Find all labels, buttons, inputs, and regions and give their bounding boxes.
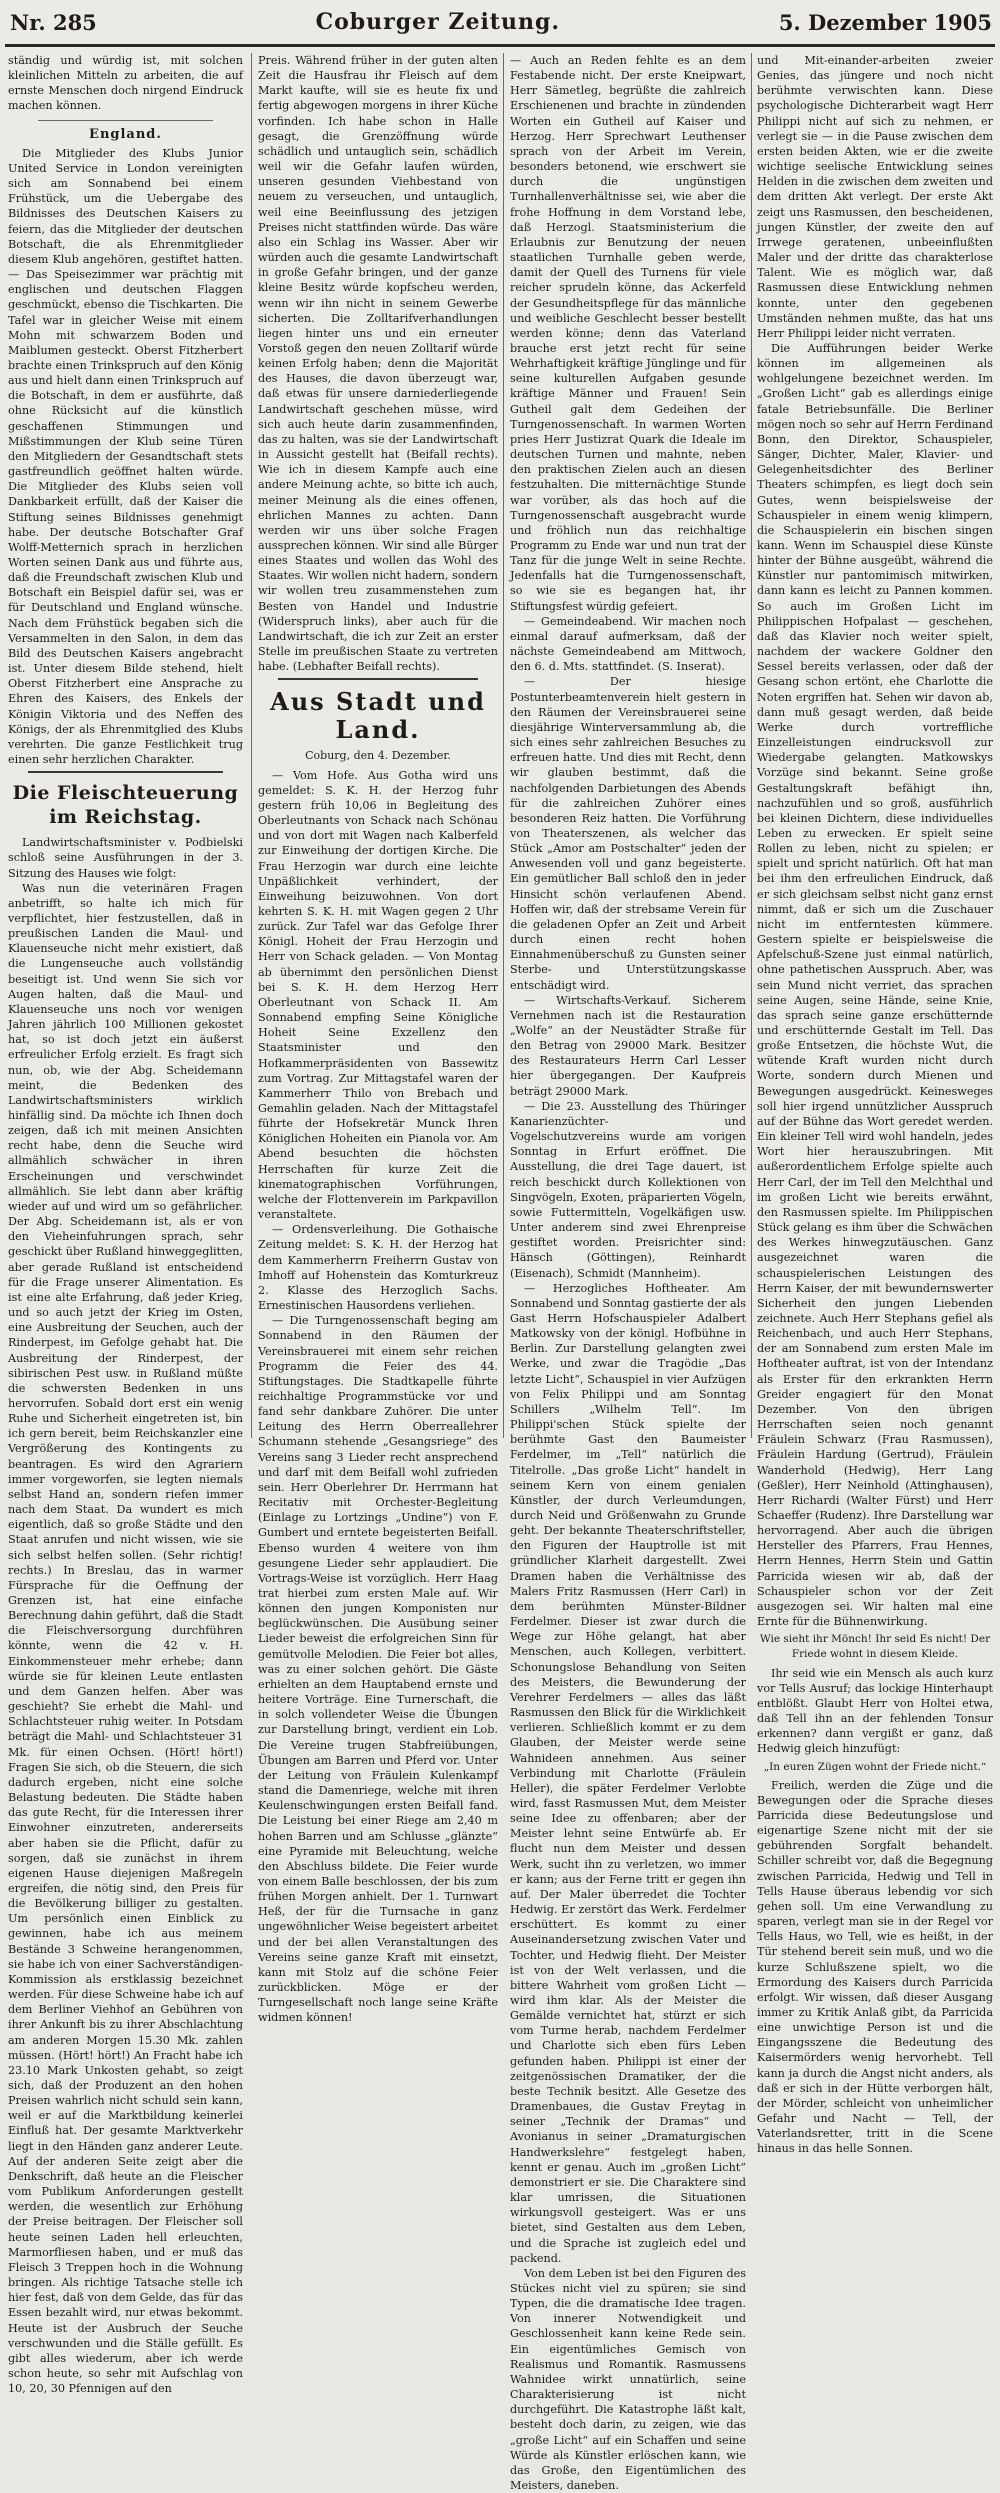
article-paragraph: — Der hiesige Postunterbeamtenverein hielt gestern in den Räumen der Vereinsbrauerei seine diesjährige Winterversammlung ab, die sich eines sehr zahlreichen Besuches zu erfreuen hatte. Und dies mit Recht, denn wir glauben bestimmt, daß die nachfolgenden Darbietungen des Abends für die zahlreichen Zuhörer eines besonderen Reiz hatten. Die Vorführung von Theaterszenen, als welcher das Stück „Amor am Postschalter“ jeden der Anwesenden voll und ganz begeisterte. Ein gemütlicher Ball schloß den in jeder Hinsicht schön verlaufenen Abend. Hoffen wir, daß der strebsame Verein für die geladenen Opfer an Zeit und Arbeit durch einen recht hohen Einnahmenüberschuß zu Gunsten seiner Sterbe- und Unterstützungskasse entschädigt wird. xyxy=(510,675,746,992)
article-paragraph: Landwirtschaftsminister v. Podbielski schloß seine Ausführungen in der 3. Sitzung des Hauses wie folgt: xyxy=(8,836,243,880)
article-paragraph: — Wirtschafts-Verkauf. Sicherem Vernehmen nach ist die Restauration „Wolfe“ an der Neustädter Straße für den Betrag von 29000 Mark. Besitzer des Restaurateurs Herrn Carl Lesser hier übergegangen. Der Kaufpreis beträgt 29000 Mark. xyxy=(510,993,746,1098)
article-paragraph: — Herzogliches Hoftheater. Am Sonnabend und Sonntag gastierte der als Gast Herrn Hofschauspieler Adalbert Matkowsky von der königl. Hofbühne in Berlin. Zur Darstellung gelangten zwei Werke, und zwar die Tragödie „Das letzte Licht“, Schauspiel in vier Aufzügen von Felix Philippi und am Sonntag Schillers „Wilhelm Tell“. Im Philippi'schen Stück spielte der berühmte Gast den Baumeister Ferdelmer, im „Tell“ natürlich die Titelrolle. „Das große Licht“ handelt in seinem Kern von einem genialen Künstler, der durch Verleumdungen, durch Neid und Größenwahn zu Grunde geht. Der bekannte Theaterschriftsteller, den Figuren der Hauptrolle ist mit gründlicher Klarheit dargestellt. Zwei Dramen haben die Verhältnisse des Malers Fritz Rasmussen (Herr Carl) in dem berühmten Münster-Bildner Ferdelmer. Dieser ist zwar durch die Wege zur Höhe gelangt, hat aber Menschen, auch Kollegen, verbittert. Schonungslose Behandlung von Seiten des Meisters, die Bewunderung der Verehrer Ferdelmers — alles das läßt Rasmussen den Blick für die Wirklichkeit verlieren. Schließlich kommt er zu dem Glauben, der Meister werde seine Wahnideen annehmen. Aus seiner Verbindung mit Charlotte (Fräulein Heller), die später Ferdelmer Verlobte wird, fasst Rasmussen Mut, dem Meister seine Idee zu offenbaren; aber der Meister lehnt seine Entwürfe ab. Er flucht nun dem Meister und dessen Werk, sucht ihn zu verletzen, wo immer er kann; aus der Ferne tritt er gegen ihn auf. Der Maler überredet die Tochter Hedwig. Er zerstört das Werk. Ferdelmer erschüttert. Es kommt zu einer Auseinandersetzung zwischen Vater und Tochter, und Hedwig flieht. Der Meister ist von der Welt verlassen, und die bittere Wahrheit vom großen Licht — wird ihm klar. Als der Meister die Gemälde vernichtet hat, stürzt er sich vom Turme herab, nachdem Ferdelmer und Charlotte sich eben fürs Leben gefunden haben. Philippi ist einer der zeitgenössischen Dramatiker, der die beste Technik besitzt. Alle Gesetze des Dramenbaues, die Gustav Freytag in seiner „Technik der Dramas“ und Avonianus in seiner „Dramaturgischen Handwerkslehre“ festgelegt haben, kennt er genau. Auch im „großen Licht“ demonstriert er sie. Die Charaktere sind klar umrissen, die Situationen wirkungsvoll gesteigert. Was er uns bietet, sind Gestalten aus dem Leben, und die Sprache ist zugleich edel und packend. xyxy=(510,1281,746,2265)
article-paragraph: Von dem Leben ist bei den Figuren des Stückes nicht viel zu spüren; sie sind Typen, die die dramatische Idee tragen. Von innerer Notwendigkeit und Geschlossenheit kann keine Rede sein. Ein eigentümliches Gemisch von Realismus und Romantik. Rasmussens Wahnidee wirkt unnatürlich, seine Charakterisierung ist nicht durchgeführt. Die Katastrophe läßt kalt, besteht doch darin, zu zeigen, wie das „große Licht“ auf ein Schaffen und seine Würde als Künstler erlöschen kann, wie das Große, den Eigentümlichen des Meisters, daneben. xyxy=(510,2266,746,2492)
article-paragraph: — Die Turngenossenschaft beging am Sonnabend in den Räumen der Vereinsbrauerei mit einem sehr reichen Programm die Feier des 44. Stiftungstages. Die Stadtkapelle führte reichhaltige Programmstücke vor und fand sehr dankbare Zuhörer. Die unter Leitung des Herrn Oberreallehrer Schumann stehende „Gesangsriege“ des Vereins sang 3 Lieder recht ansprechend und darf mit dem Beifall wohl zufrieden sein. Herr Oberlehrer Dr. Herrmann hat Recitativ mit Orchester-Begleitung (Einlage zu Lortzings „Undine“) von F. Gumbert und erntete begeisterten Beifall. Ebenso wurden 4 weitere von ihm gesungene Lieder sehr applaudiert. Die Vortrags-Weise ist vorzüglich. Herr Haag trat hierbei zum ersten Male auf. Wir können den jungen Komponisten nur beglückwünschen. Die Ausübung seiner Lieder beweist die erfolgreichen Sinn für gemütvolle Melodien. Die Feier bot alles, was zu einer solchen gehört. Die Gäste erhielten an dem Hauptabend ernste und heitere Vorträge. Eine Turnerschaft, die in solch vollendeter Weise die Übungen zur Darstellung bringt, verdient ein Lob. Die Vereine trugen Stabfreiübungen, Übungen am Barren und Pferd vor. Unter der Leitung von Fräulein Kulenkampf stand die Damenriege, welche mit ihren Keulenschwingungen ersten Beifall fand. Die Leistung bei einer Riege am 2,40 m hohen Barren und am Schlusse „glänzte“ eine Pyramide mit Beleuchtung, welche den Abschluss bildete. Die Feier wurde von einem Balle beschlossen, der bis zum frühen Morgen anhielt. Der 1. Turnwart Heß, der für die Turnsache in ganz ungewöhnlicher Weise begeistert arbeitet und der bei allen Veranstaltungen des Vereins seine ganze Kraft mit einsetzt, kann mit Stolz auf die schöne Feier zurückblicken. Möge er der Turngesellschaft noch lange seine Kräfte widmen können! xyxy=(258,1314,498,2025)
issue-date: 5. Dezember 1905 xyxy=(778,9,992,35)
issue-number: Nr. 285 xyxy=(10,9,97,35)
article-paragraph: Preis. Während früher in der guten alten Zeit die Hausfrau ihr Fleisch auf dem Markt kaufte, will sie es heute fix und fertig abgewogen morgens in ihrer Küche vorfinden. Ich habe schon in Halle gesagt, die Grenzöffnung würde schädlich und untauglich sein, schädlich weil wir die Gefahr laufen würden, unseren gesunden Viehbestand von neuem zu verseuchen, und untauglich, weil eine Beeinflussung des jetzigen Preises nicht stattfinden würde. Das wäre also ein Schlag ins Wasser. Aber wir würden auch die gesamte Landwirtschaft in große Gefahr bringen, und der ganze kleine Besitz würde kopfscheu werden, wenn wir ihn nicht in seinem Gewerbe sicherten. Die Zolltarifverhandlungen liegen hinter uns und ein erneuter Vorstoß gegen den neuen Zolltarif würde keinen Erfolg haben; denn die Majorität des Hauses, die davon überzeugt war, daß etwas für unsere darniederliegende Landwirtschaft geschehen müsse, wird sich auch heute darin zusammenfinden, das zu halten, was sie der Landwirtschaft in Aussicht gestellt hat (Beifall rechts). Wie ich in diesem Kampfe auch eine andere Meinung achte, so bitte ich auch, meiner Meinung als die eines offenen, ehrlichen Mannes zu achten. Dann werden wir uns über solche Fragen aussprechen können. Wir sind alle Bürger eines Staates und wollen das Wohl des Staates. Wir wollen nicht hadern, sondern wir wollen treu zusammenstehen zum Besten von Handel und Industrie (Widerspruch links), aber auch für die Landwirtschaft, die ich zur Zeit an erster Stelle im preußischen Staate zu vertreten habe. (Lebhafter Beifall rechts). xyxy=(258,54,498,674)
section-title-england: England. xyxy=(89,126,162,142)
masthead xyxy=(10,0,992,44)
verse-quote: Wie sieht ihr Mönch! Ihr seid Es nicht! Der Friede wohnt in diesem Kleide. xyxy=(759,1633,991,1661)
separator xyxy=(38,120,213,121)
newspaper-title: Coburger Zeitung. xyxy=(315,9,560,35)
verse-quote: „In euren Zügen wohnt der Friede nicht.“ xyxy=(763,1760,987,1773)
separator xyxy=(28,771,223,773)
article-paragraph: — Vom Hofe. Aus Gotha wird uns gemeldet: S. K. H. der Herzog fuhr gestern früh 10,06 in Begleitung des Oberleutnants von Schack nach Schönau und von dort mit Wagen nach Kalberfeld zur Einweihung der dortigen Kirche. Die Frau Herzogin war durch eine leichte Unpäßlichkeit verhindert, der Einweihung beizuwohnen. Von dort kehrten S. K. H. mit Wagen gegen 2 Uhr zurück. Zur Tafel war das Gefolge Ihrer Königl. Hoheit der Frau Herzogin und Herr von Schack geladen. — Von Montag ab übernimmt den persönlichen Dienst bei S. K. H. dem Herzog Herr Oberleutnant von Schack II. Am Sonnabend empfing Seine Königliche Hoheit Seine Exzellenz den Staatsminister und den Hofkammerpräsidenten von Bassewitz zum Vortrag. Zur Mittagstafel waren der Kammerherr Thilo von Brebach und Gemahlin geladen. Nach der Mittagstafel führte der Hofsekretär Munck Ihren Königlichen Hoheiten ein Pianola vor. Am Abend besuchten die höchsten Herrschaften für kurze Zeit die kinematographischen Vorführungen, welche der Flottenverein im Parkpavillon veranstaltete. xyxy=(258,768,498,1222)
article-paragraph: — Gemeindeabend. Wir machen noch einmal darauf aufmerksam, daß der nächste Gemeindeabend am Mittwoch, den 6. d. Mts. stattfindet. (S. Inserat). xyxy=(510,614,746,674)
lead-paragraph: ständig und würdig ist, mit solchen kleinlichen Mitteln zu arbeiten, die auf ernste Menschen doch nirgend Eindruck machen können. xyxy=(8,54,243,113)
article-paragraph: — Ordensverleihung. Die Gothaische Zeitung meldet: S. K. H. der Herzog hat dem Kammerherrn Freiherrn Gustav von Imhoff auf Hohenstein das Komturkreuz 2. Klasse des Herzoglich Sachs. Ernestinischen Hausordens verliehen. xyxy=(258,1223,498,1313)
article-paragraph: Die Aufführungen beider Werke können im allgemeinen als wohlgelungene bezeichnet werden. Im „Großen Licht“ gab es allerdings einige fatale Betriebsunfälle. Die Berliner mögen noch so sehr auf Herrn Ferdinand Bonn, den Direktor, Schauspieler, Sänger, Dichter, Maler, Klavier- und Gelegenheitsdichter des Berliner Theaters schimpfen, es liegt doch sein Gutes, wenn beispielsweise der Schauspieler in einem wenig klimpern, die Schauspielerin ein bischen singen kann. Wenn im Schauspiel diese Künste hinter der Bühne ausgeübt, während die Künstler nur pantomimisch mitwirken, dann kann es leicht zu Pannen kommen. So auch im Großen Licht im Philippischen Hofpalast — geschehen, daß das Klavier noch weiter spielt, nachdem der wackere Goldner den Sessel bereits verlassen, oder daß der Gesang schon ertönt, ehe Charlotte die Noten ergriffen hat. Sehen wir davon ab, dann muß gesagt werden, daß beide Werke durch vortreffliche Einzelleistungen eindrucksvoll zur Wiedergabe gelangten. Matkowskys Vorzüge sind bekannt. Seine große Gestaltungskraft befähigt ihn, nachzufühlen und so groß, ausführlich bei kleinen Dichtern, diese individuelles Leben zu erwecken. Er spielt seine Rollen zu leben, nicht zu spielen; er spielt und spricht natürlich. Oft hat man bei ihm den erfreulichen Eindruck, daß er sich gleichsam selbst nicht ganz ernst nimmt, daß er sich um die Zuschauer nicht im entferntesten kümmere. Gestern spielte er beispielsweise die Apfelschuß-Szene just einmal natürlich, ohne pathetischen Ausspruch. Aber, was sein Mund nicht verriet, das sprachen seine Augen, seine Hände, seine Knie, das sprach seine ganze erschütternde und erschütternde Gestalt im Tell. Das große Entsetzen, die höchste Wut, die wütende Kraft wurden nicht durch Worte, sondern durch Mienen und Bewegungen ausgedrückt. Keinesweges soll hier irgend unnützlicher Ausspruch auf der Bühne das Wort geredet werden. Ein kleiner Tell wird wohl handeln, jedes Wort hier herauszubringen. Mit außerordentlichem Erfolge spielte auch Herr Carl, der im Tell den Melchthal und im großen Licht wie bereits erwähnt, den Rasmussen spielte. Im Philippischen Stück gelang es ihm über die Schwächen des Werkes hinwegzutäuschen. Ganz ausgezeichnet waren die schauspielerischen Leistungen des Herrn Kaiser, der mit bewundernswerter Sicherheit den jungen Liebenden zeichnete. Auch Herr Stephans gefiel als Reichenbach, und auch Herr Stephans, der am Sonnabend zum ersten Male im Hoftheater auftrat, ist von der Intendanz als Erster für den erkrankten Herrn Greider engagiert für den Monat Dezember. Von den übrigen Herrschaften seien noch genannt Fräulein Schwarz (Frau Rasmussen), Fräulein Hardung (Gertrud), Fräulein Wanderhold (Hedwig), Herr Lang (Geßler), Herr Neinhold (Attinghausen), Herr Richardi (Walter Fürst) und Herr Schaeffer (Rudenz). Ihre Darstellung war hervorragend. Aber auch die übrigen Hersteller des Pfarrers, Frau Hennes, Herrn Hennes, Herrn Stein und Gattin Parricida wiesen wir ab, daß der Schauspieler schon vor der Zeit ausgezogen sei. Wir halten mal eine Ernte für die Bühnenwirkung. xyxy=(757,341,993,1629)
headline-fleischteuerung: Die Fleischteuerung im Reichstag. xyxy=(12,782,239,829)
article-paragraph: — Die 23. Ausstellung des Thüringer Kanarienzüchter- und Vogelschutzvereins wurde am vorigen Sonntag in Erfurt eröffnet. Die Ausstellung, die drei Tage dauert, ist reich beschickt durch Kollektionen von Singvögeln, Exoten, präparierten Vögeln, sowie Futtermitteln, Vogelkäfigen usw. Unter anderem sind zwei Ehrenpreise gestiftet worden. Preisrichter sind: Hänsch (Göttingen), Reinhardt (Eisenach), Schmidt (Mannheim). xyxy=(510,1099,746,1280)
article-paragraph: Ihr seid wie ein Mensch als auch kurz vor Tells Ausruf; das lockige Hinterhaupt entblößt. Glaubt Herr von Holtei etwa, daß Tell ihn an der fehlenden Tonsur erkennen? dann vergißt er ganz, daß Hedwig gleich hinzufügt: xyxy=(757,1666,993,1756)
column-4 xyxy=(757,53,993,2156)
article-paragraph: Freilich, werden die Züge und die Bewegungen oder die Sprache dieses Parricida diese Bedeutungslose und eigenartige Szene nicht mit der sie gebührenden Sorgfalt behandelt. Schiller schreibt vor, daß die Begegnung zwischen Parricida, Hedwig und Tell in Tells Hause überaus lebendig vor sich gehen soll. Um eine Verwandlung zu sparen, verlegt man sie in der Regel vor Tells Haus, wo Tell, wie es heißt, in der Tür stehend bereit sein muß, und wo die kurze Schlußszene spielt, wo die Ermordung des Kaisers durch Parricida erfolgt. Wir wissen, daß dieser Ausgang immer zu Kritik Anlaß gibt, da Parricida eine unwichtige Person ist und die Eingangsszene die Bedeutung des Kaisermörders wenig hervorhebt. Tell kann ja durch die Angst nicht anders, als daß er sich in der Hütte verborgen hält, der Mörder, schleicht von unheimlicher Gefahr und Nacht — Tell, der Vaterlandsretter, tritt in die Scene hinaus in das helle Sonnen. xyxy=(757,1778,993,2156)
article-paragraph: Was nun die veterinären Fragen anbetrifft, so halte ich mich für verpflichtet, hier festzustellen, daß in preußischen Landen die Maul- und Klauenseuche nicht mehr existiert, daß die Lungenseuche auch vollständig beseitigt ist. Und wenn Sie sich vor Augen halten, daß die Maul- und Klauenseuche uns noch vor wenigen Jahren jährlich 100 Millionen gekostet hat, so ist doch jetzt ein äußerst erfreulicher Erfolg erzielt. Es fragt sich nun, ob, wie der Abg. Scheidemann meint, die Bedenken des Landwirtschaftsministers wirklich hinfällig sind. Da möchte ich Ihnen doch zeigen, daß ich mit meinen Ansichten recht habe, denn die Seuche wird allmählich schwächer in ihren Erscheinungen und verschwindet allmählich. Sie lebt dann aber kräftig wieder auf und wird um so gefährlicher. Der Abg. Scheidemann ist, als er von den Vieheinfuhrungen sprach, sehr geschickt über Rußland hinweggeglitten, aber gerade Rußland ist entscheidend für die Frage unserer Alimentation. Es ist eine alte Erfahrung, daß jeder Krieg, und so auch jetzt der Krieg im Osten, eine Ausbreitung der Seuchen, auch der Rinderpest, im Gefolge gehabt hat. Die Ausbreitung der Rinderpest, der sibirischen Pest usw. in Rußland müßte die schwersten Bedenken in uns hervorrufen. Sobald dort erst ein wenig Ruhe und Sicherheit eingetreten ist, bin ich gern bereit, beim Reichskanzler eine Vergrößerung des Kontingents zu beantragen. Es wird den Agrariern immer vorgeworfen, sie legten niemals selbst Hand an, sondern riefen immer nach dem Staat. Da wundert es mich eigentlich, daß so große Städte und den Staat anrufen und nicht wissen, wie sie sich selbst helfen sollen. (Sehr richtig! rechts.) In Breslau, das in warmer Fürsprache für die Oeffnung der Grenzen ist, hat eine einfache Berechnung dahin geführt, daß die Stadt die Fleischversorgung durchführen könnte, wenn die 42 v. H. Einkommensteuer mehr erhebe; dann würde sie für kleinen Leute entlasten und dem Ganzen helfen. Aber was geschieht? Sie erhebt die Mahl- und Schlachtsteuer ruhig weiter. In Potsdam beträgt die Mahl- und Schlachtsteuer 31 Mk. für einen Ochsen. (Hört! hört!) Fragen Sie sich, ob die Steuern, die sich dadurch ergeben, nicht eine solche Belastung bedeuten. Die Städte haben das gute Recht, für die Interessen ihrer Einwohner einzutreten, andererseits aber haben sie die Pflicht, dafür zu sorgen, daß sie zunächst in ihrem eigenen Hause diejenigen Maßregeln ergreifen, die nötig sind, den Preis für die Bevölkerung billiger zu gestalten. Um persönlich einen Einblick zu gewinnen, habe ich aus meinem Bestände 3 Schweine herangenommen, sie habe ich von einer Sachverständigen-Kommission als erstklassig bezeichnet werden. Für diese Schweine habe ich auf dem Berliner Viehhof an Gebühren von ihrer Ankunft bis zu ihrer Abschlachtung am anderen Morgen 15.30 Mk. zahlen müssen. (Hört! hört!) An Fracht habe ich 23.10 Mark Unkosten gehabt, so zeigt sich, daß der Produzent an den hohen Preisen wahrlich nicht schuld sein kann, weil er auf die Marktbildung keinerlei Einfluß hat. Der gesamte Marktverkehr liegt in den Händen ganz anderer Leute. Auf der anderen Seite zeigt aber die Denkschrift, daß heute an die Fleischer vom Publikum Anforderungen gestellt werden, die wesentlich zur Erhöhung der Preise beitragen. Der Fleischer soll heute seinen Laden hell erleuchten, Marmorfliesen haben, und er muß das Fleisch 3 Treppen hoch in die Wohnung bringen. Als richtige Tatsache stelle ich hier fest, daß von dem Gelde, das für das Essen bezahlt wird, nur etwas bekommt. Heute ist der Ausbruch der Seuche verschwunden und die Ställe gefüllt. Es gibt alles wiederum, aber ich werde schon heute, so sehr mit Aufschlag von 10, 20, 30 Pfennigen auf den xyxy=(8,881,243,2396)
section-title-stadt-land: Aus Stadt und Land. xyxy=(270,687,486,745)
column-divider xyxy=(751,53,752,1438)
column-3 xyxy=(510,53,746,2492)
column-divider xyxy=(251,53,252,1438)
separator xyxy=(278,678,478,680)
column-2 xyxy=(258,53,498,2025)
article-paragraph: Die Mitglieder des Klubs Junior United Service in London vereinigten sich am Sonnabend bei einem Frühstück, um die Uebergabe des Bildnisses des Deutschen Kaisers zu feiern, das die Mitglieder der deutschen Botschaft, die als Ehrenmitglieder diesem Klub angehören, gestiftet hatten. — Das Speisezimmer war prächtig mit englischen und deutschen Flaggen geschmückt, ebenso die Tischkarten. Die Tafel war in gleicher Weise mit einem Mohn mit schwarzem Boden und Maiblumen gesteckt. Oberst Fitzherbert brachte einen Trinkspruch auf den König aus und hielt dann einen Trinkspruch auf die Botschaft, in dem er ausführte, daß ohne Rücksicht auf die künstlich geschaffenen Stimmungen und Mißstimmungen der Klub seine Türen den Mitgliedern der Gesandtschaft stets gastfreundlich geöffnet halten würde. Die Mitglieder des Klubs seien voll Dankbarkeit erfüllt, daß der Kaiser die Stiftung seines Bildnisses genehmigt habe. Der deutsche Botschafter Graf Wolff-Metternich sprach in herzlichen Worten seinen Dank aus und führte aus, daß die Freundschaft zwischen Klub und Botschaft ein Beispiel dafür sei, was er für Deutschland und England wünsche. Nach dem Frühstück begaben sich die Versammelten in den Salon, in dem das Bild des Deutschen Kaisers angebracht ist. Unter diesem Bilde stehend, hielt Oberst Fitzherbert eine Ansprache zu Ehren des Kaisers, des Enkels der Königin Viktoria und des Neffen des Königs, der als Ehrenmitglied des Klubs verehrten. Die ganze Festlichkeit trug einen sehr herzlichen Charakter. xyxy=(8,146,243,767)
dateline: Coburg, den 4. Dezember. xyxy=(305,749,451,763)
article-paragraph: — Auch an Reden fehlte es an dem Festabende nicht. Der erste Kneipwart, Herr Sämetleg, begrüßte die zahlreich Erschienenen und brachte in zündenden Worten ein Gutheil auf Kaiser und Herzog. Herr Sprechwart Leuthenser sprach von der Arbeit im Verein, besonders betonend, wie erschwert sie durch die ungünstigen Turnhallenverhältnisse sei, wie aber die frohe Hoffnung in dem Vorstand lebe, daß Herzogl. Staatsministerium die Erlaubnis zur Benutzung der neuen staatlichen Turnhalle geben werde, damit der Quell des Turnens für viele reicher sprudeln könne, das Ackerfeld der Gesundheitspflege für das männliche und weibliche Geschlecht besser bestellt werden könne; denn das Vaterland brauche erst jetzt recht für seine Wehrhaftigkeit kräftige Jünglinge und für seine kulturellen Aufgaben gesunde kräftige Männer und Frauen! Sein Gutheil galt dem Gedeihen der Turngenossenschaft. In warmen Worten pries Herr Justizrat Quark die Ideale im deutschen Turnen und mahnte, neben den praktischen Zielen auch an diesen festzuhalten. Die mitternächtige Stunde war vorüber, als das hoch auf die Turngenossenschaft ausgebracht wurde und fröhlich nun das reichhaltige Programm zu Ende war und nun trat der Tanz für die junge Welt in seine Rechte. Jedenfalls hat die Turngenossenschaft, so wie sie es begangen hat, ihr Stiftungsfest würdig gefeiert. xyxy=(510,54,746,613)
article-paragraph: und Mit-einander-arbeiten zweier Genies, das jüngere und noch nicht berühmte verwischten kann. Diese psychologische Dichterarbeit wagt Herr Philippi nicht auf sich zu nehmen, er verlegt sie — in die Pause zwischen dem ersten beiden Akten, wie er die zweite wichtige seelische Entwicklung seines Helden in die zwischen dem zweiten und dem dritten Akt verlegt. Der erste Akt zeigt uns Rasmussen, den bescheidenen, jungen Künstler, der zweite den auf Irrwege geratenen, unbeeinflußten Maler und der dritte das charakterlose Talent. Wie es möglich war, daß Rasmussen diese Entwicklung nehmen konnte, unter den gegebenen Umständen nehmen mußte, das hat uns Herr Philippi leider nicht verraten. xyxy=(757,54,993,340)
column-1 xyxy=(8,53,243,2396)
column-divider xyxy=(503,53,504,1438)
masthead-rule xyxy=(5,44,995,47)
